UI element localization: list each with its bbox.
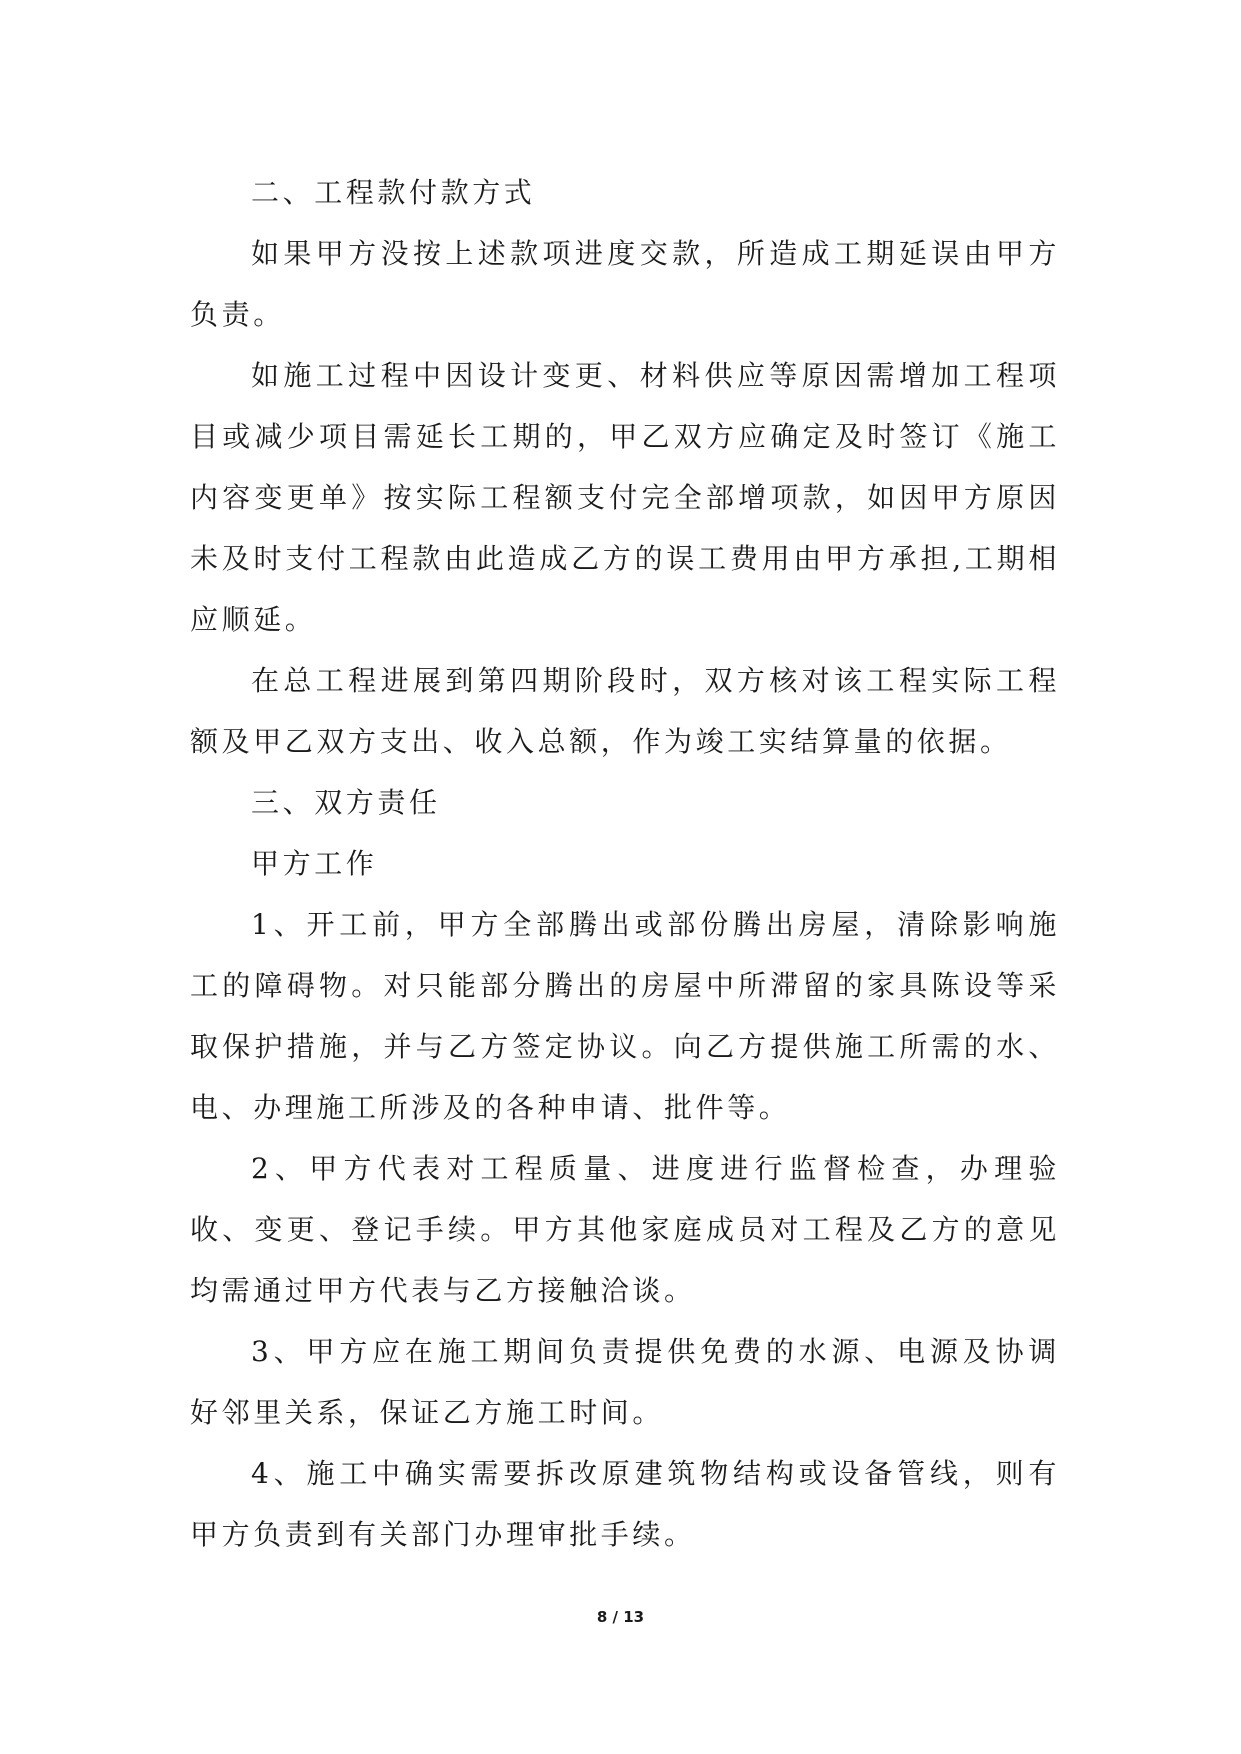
subsection-heading-party-a: 甲方工作: [251, 847, 378, 880]
document-page: [190, 162, 1060, 1565]
list-item: 4、施工中确实需要拆改原建筑物结构或设备管线，则有甲方负责到有关部门办理审批手续。: [190, 1457, 1060, 1551]
list-item: 3、甲方应在施工期间负责提供免费的水源、电源及协调好邻里关系，保证乙方施工时间。: [190, 1335, 1060, 1429]
paragraph: 在总工程进展到第四期阶段时，双方核对该工程实际工程额及甲乙双方支出、收入总额，作为竣工实结算量的依据。: [190, 664, 1060, 758]
section-heading-payment: 二、工程款付款方式: [251, 176, 536, 209]
list-item: 2、甲方代表对工程质量、进度进行监督检查，办理验收、变更、登记手续。甲方其他家庭成员对工程及乙方的意见均需通过甲方代表与乙方接触洽谈。: [190, 1152, 1060, 1307]
section-heading-responsibilities: 三、双方责任: [251, 786, 441, 819]
page-number: 8 / 13: [596, 1608, 645, 1626]
paragraph: 如施工过程中因设计变更、材料供应等原因需增加工程项目或减少项目需延长工期的，甲乙双方应确定及时签订《施工内容变更单》按实际工程额支付完全部增项款，如因甲方原因未及时支付工程款由此造成乙方的误工费用由甲方承担,工期相应顺延。: [190, 359, 1060, 636]
paragraph: 如果甲方没按上述款项进度交款，所造成工期延误由甲方负责。: [190, 237, 1060, 331]
list-item: 1、开工前，甲方全部腾出或部份腾出房屋，清除影响施工的障碍物。对只能部分腾出的房屋中所滞留的家具陈设等采取保护措施，并与乙方签定协议。向乙方提供施工所需的水、电、办理施工所涉及的各种申请、批件等。: [190, 908, 1060, 1124]
